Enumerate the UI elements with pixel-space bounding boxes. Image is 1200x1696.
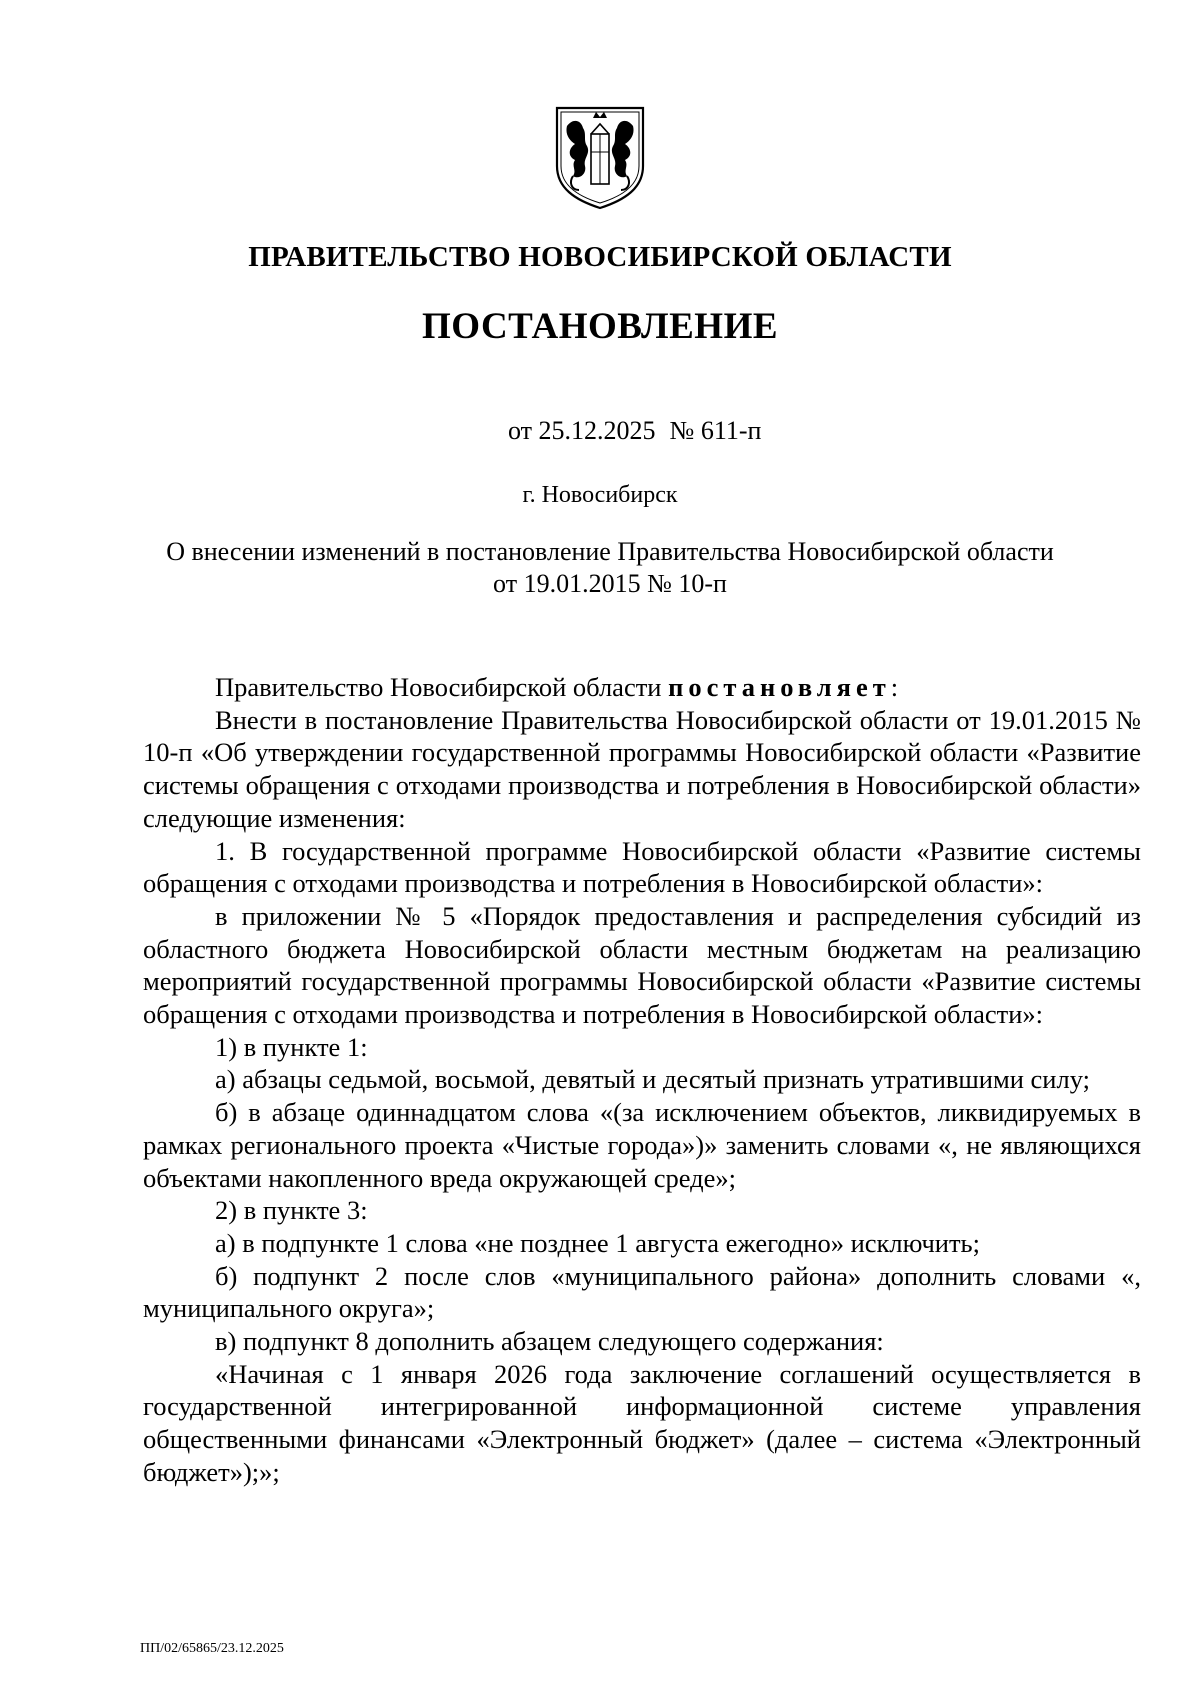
intro-verb: постановляет: [668, 672, 891, 702]
date-number-line: [508, 416, 761, 446]
body-paragraph: а) абзацы седьмой, восьмой, девятый и десятый признать утратившими силу;: [215, 1064, 1090, 1095]
document-type: ПОСТАНОВЛЕНИЕ: [421, 306, 779, 347]
body-paragraph: в) подпункт 8 дополнить абзацем следующего содержания:: [215, 1326, 884, 1357]
document-date: от 25.12.2025: [508, 416, 656, 445]
body-paragraph: Внести в постановление Правительства Новосибирской области от 19.01.2015 № 10-п «Об утверждении государственной программы Новосибирской области «Развитие системы обращения с отходами производства и потребления в Новосибирской области» следующие изменения:: [143, 704, 1141, 833]
document-number: № 611-п: [669, 416, 762, 445]
intro-colon: :: [890, 672, 899, 702]
body-paragraph: 1. В государственной программе Новосибирской области «Развитие системы обращения с отходами производства и потребления в Новосибирской области»:: [143, 835, 1141, 899]
document-subject: [120, 536, 1100, 600]
body-paragraph: б) подпункт 2 после слов «муниципального района» дополнить словами «, муниципального округа»;: [143, 1260, 1141, 1324]
issuing-authority: ПРАВИТЕЛЬСТВО НОВОСИБИРСКОЙ ОБЛАСТИ: [248, 241, 952, 273]
intro-paragraph: [143, 671, 1141, 704]
intro-text: Правительство Новосибирской области: [215, 672, 669, 702]
body-paragraph: б) в абзаце одиннадцатом слова «(за исключением объектов, ликвидируемых в рамках регионального проекта «Чистые города»)» заменить словами «, не являющихся объектами накопленного вреда окружающей среде»;: [143, 1097, 1141, 1193]
subject-line-1: О внесении изменений в постановление Правительства Новосибирской области: [166, 537, 1054, 566]
body-paragraph: 2) в пункте 3:: [215, 1195, 368, 1226]
body-paragraph: «Начиная с 1 января 2026 года заключение соглашений осуществляется в государственной интегрированной информационной системе управления общественными финансами «Электронный бюджет» (далее – система «Электронный бюджет»);»;: [143, 1358, 1141, 1487]
document-footer-code: ПП/02/65865/23.12.2025: [140, 1641, 284, 1656]
body-paragraph: 1) в пункте 1:: [215, 1031, 368, 1062]
coat-of-arms-icon: [553, 104, 647, 212]
body-paragraph: в приложении № 5 «Порядок предоставления и распределения субсидий из областного бюджета Новосибирской области местным бюджетам на реализацию мероприятий государственной программы Новосибирской области «Развитие системы обращения с отходами производства и потребления в Новосибирской области»:: [143, 900, 1141, 1030]
subject-line-2: от 19.01.2015 № 10-п: [493, 569, 727, 598]
document-body: [143, 671, 1141, 1489]
issue-city: г. Новосибирск: [522, 482, 678, 508]
body-paragraph: а) в подпункте 1 слова «не позднее 1 августа ежегодно» исключить;: [215, 1227, 980, 1258]
